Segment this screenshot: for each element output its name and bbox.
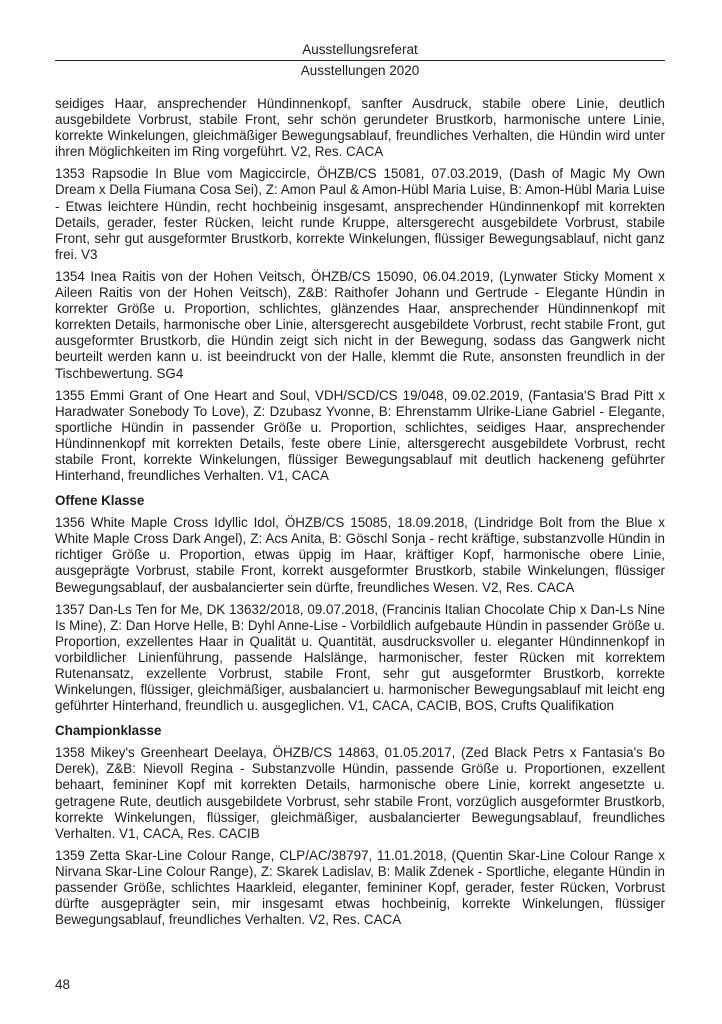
class-heading-championklasse: Championklasse (55, 723, 162, 739)
header-subtitle: Ausstellungen 2020 (300, 63, 420, 78)
entry-paragraph-1356: 1356 White Maple Cross Idyllic Idol, ÖHZB/CS 15085, 18.09.2018, (Lindridge Bolt from the Blue x White Maple Cross Dark Angel), Z: Acs Anita, B: Göschl Sonja - recht kräftige, substanzvolle Hündin in richtiger Größe u. Proportion, etwas üppig im Haar, kräftiger Kopf, harmonische obere Linie, ausgeprägte Vorbrust, stabile Front, korrekt ausgeformter Brustkorb, stabile Winkelungen, flüssiger Bewegungsablauf, der ausbalancierter sein dürfte, freundliches Wesen. V2, Res. CACA (55, 515, 665, 595)
page-number: 48 (55, 977, 71, 992)
entry-paragraph-continuation: seidiges Haar, ansprechender Hündinnenkopf, sanfter Ausdruck, stabile obere Linie, deutlich ausgebildete Vorbrust, stabile Front, sehr schön gerundeter Brustkorb, harmonische untere Linie, korrekte Winkelungen, gleichmäßiger Bewegungsablauf, freundliches Verhalten, die Hündin wird unter ihren Möglichkeiten im Ring vorgeführt. V2, Res. CACA (55, 96, 665, 160)
entry-paragraph-1357: 1357 Dan-Ls Ten for Me, DK 13632/2018, 09.07.2018, (Francinis Italian Chocolate Chip x Dan-Ls Nine Is Mine), Z: Dan Horve Helle, B: Dyhl Anne-Lise - Vorbildlich aufgebaute Hündin in passender Größe u. Proportion, exzellentes Haar in Qualität u. Quantität, ausdrucksvoller u. eleganter Hündinnenkopf in vorbildlicher Linienführung, passende Halslänge, harmonischer, fester Rücken mit korrektem Rutenansatz, exzellente Vorbrust, stabile Front, sehr gut ausgeformter Brustkorb, korrekte Winkelungen, flüssiger, gleichmäßiger, ausbalanciert u. harmonischer Bewegungsablauf mit leicht eng geführter Hinterhand, freundlich u. ausgeglichen. V1, CACA, CACIB, BOS, Crufts Qualifikation (55, 601, 665, 714)
text-column (55, 42, 665, 934)
header-title: Ausstellungsreferat (302, 42, 418, 57)
entry-paragraph-1355: 1355 Emmi Grant of One Heart and Soul, VDH/SCD/CS 19/048, 09.02.2019, (Fantasia'S Brad Pitt x Haradwater Sonebody To Love), Z: Dzubasz Yvonne, B: Ehrenstamm Ulrike-Liane Gabriel - Elegante, sportliche Hündin in passender Größe u. Proportion, schlichtes, seidiges Haar, ansprechender Hündinnenkopf mit korrekten Details, feste obere Linie, altersgerecht ausgebildete Vorbrust, recht stabile Front, korrekte Winkelungen, flüssiger Bewegungsablauf mit deutlich hackeneng geführter Hinterhand, freundliches Verhalten. V1, CACA (55, 387, 665, 484)
entry-paragraph-1353: 1353 Rapsodie In Blue vom Magiccircle, ÖHZB/CS 15081, 07.03.2019, (Dash of Magic My Own Dream x Della Fiumana Cosa Sei), Z: Amon Paul & Amon-Hübl Maria Luise, B: Amon-Hübl Maria Luise - Etwas leichtere Hündin, recht hochbeinig insgesamt, ansprechender Hündinnenkopf mit korrekten Details, gerader, fester Rücken, leicht runde Kruppe, altersgerecht ausgebildete Vorbrust, stabile Front, sehr gut ausgeformter Brustkorb, korrekte Winkelungen, flüssiger Bewegungsablauf, nicht ganz frei. V3 (55, 166, 665, 262)
entry-paragraph-1354: 1354 Inea Raitis von der Hohen Veitsch, ÖHZB/CS 15090, 06.04.2019, (Lynwater Sticky Moment x Aileen Raitis von der Hohen Veitsch), Z&B: Raithofer Johann und Gertrude - Elegante Hündin in korrekter Größe u. Proportion, schlichtes, glänzendes Haar, ansprechender Hündinnenkopf mit korrekten Details, harmonische ober Linie, altersgerecht ausgebildete Vorbrust, recht stabile Front, gut ausgeformter Brustkorb, die Hündin zeigt sich nicht in der Bewegung, sodass das Gangwerk nicht beurteilt werden kann u. ist beeindruckt von der Halle, klemmt die Rute, ansonsten freundlich in der Tischbewertung. SG4 (55, 268, 665, 381)
class-heading-offene-klasse: Offene Klasse (55, 493, 145, 509)
catalog-body (55, 96, 665, 928)
entry-paragraph-1359: 1359 Zetta Skar-Line Colour Range, CLP/AC/38797, 11.01.2018, (Quentin Skar-Line Colour Range x Nirvana Skar-Line Colour Range), Z: Skarek Ladislav, B: Malik Zdenek - Sportliche, elegante Hündin in passender Größe, schlichtes Haarkleid, eleganter, femininer Kopf, gerader, fester Rücken, Vorbrust dürfte ausgeprägter sein, mir insgesamt etwas hochbeinig, korrekte Winkelungen, flüssiger Bewegungsablauf, freundliches Verhalten. V2, Res. CACA (55, 847, 665, 928)
page-header (55, 42, 665, 79)
entry-paragraph-1358: 1358 Mikey's Greenheart Deelaya, ÖHZB/CS 14863, 01.05.2017, (Zed Black Petrs x Fantasia's Bo Derek), Z&B: Nievoll Regina - Substanzvolle Hündin, passende Größe u. Proportionen, exzellent behaart, femininer Kopf mit korrekten Details, harmonische obere Linie, korrekt angesetzte u. getragene Rute, deutlich ausgebildete Vorbrust, sehr stabile Front, vorzüglich ausgeformter Brustkorb, korrekte Winkelungen, flüssiger, gleichmäßiger, ausbalancierter Bewegungsablauf, freundliches Verhalten. V1, CACA, Res. CACIB (55, 745, 665, 841)
header-rule-divider (55, 60, 665, 61)
